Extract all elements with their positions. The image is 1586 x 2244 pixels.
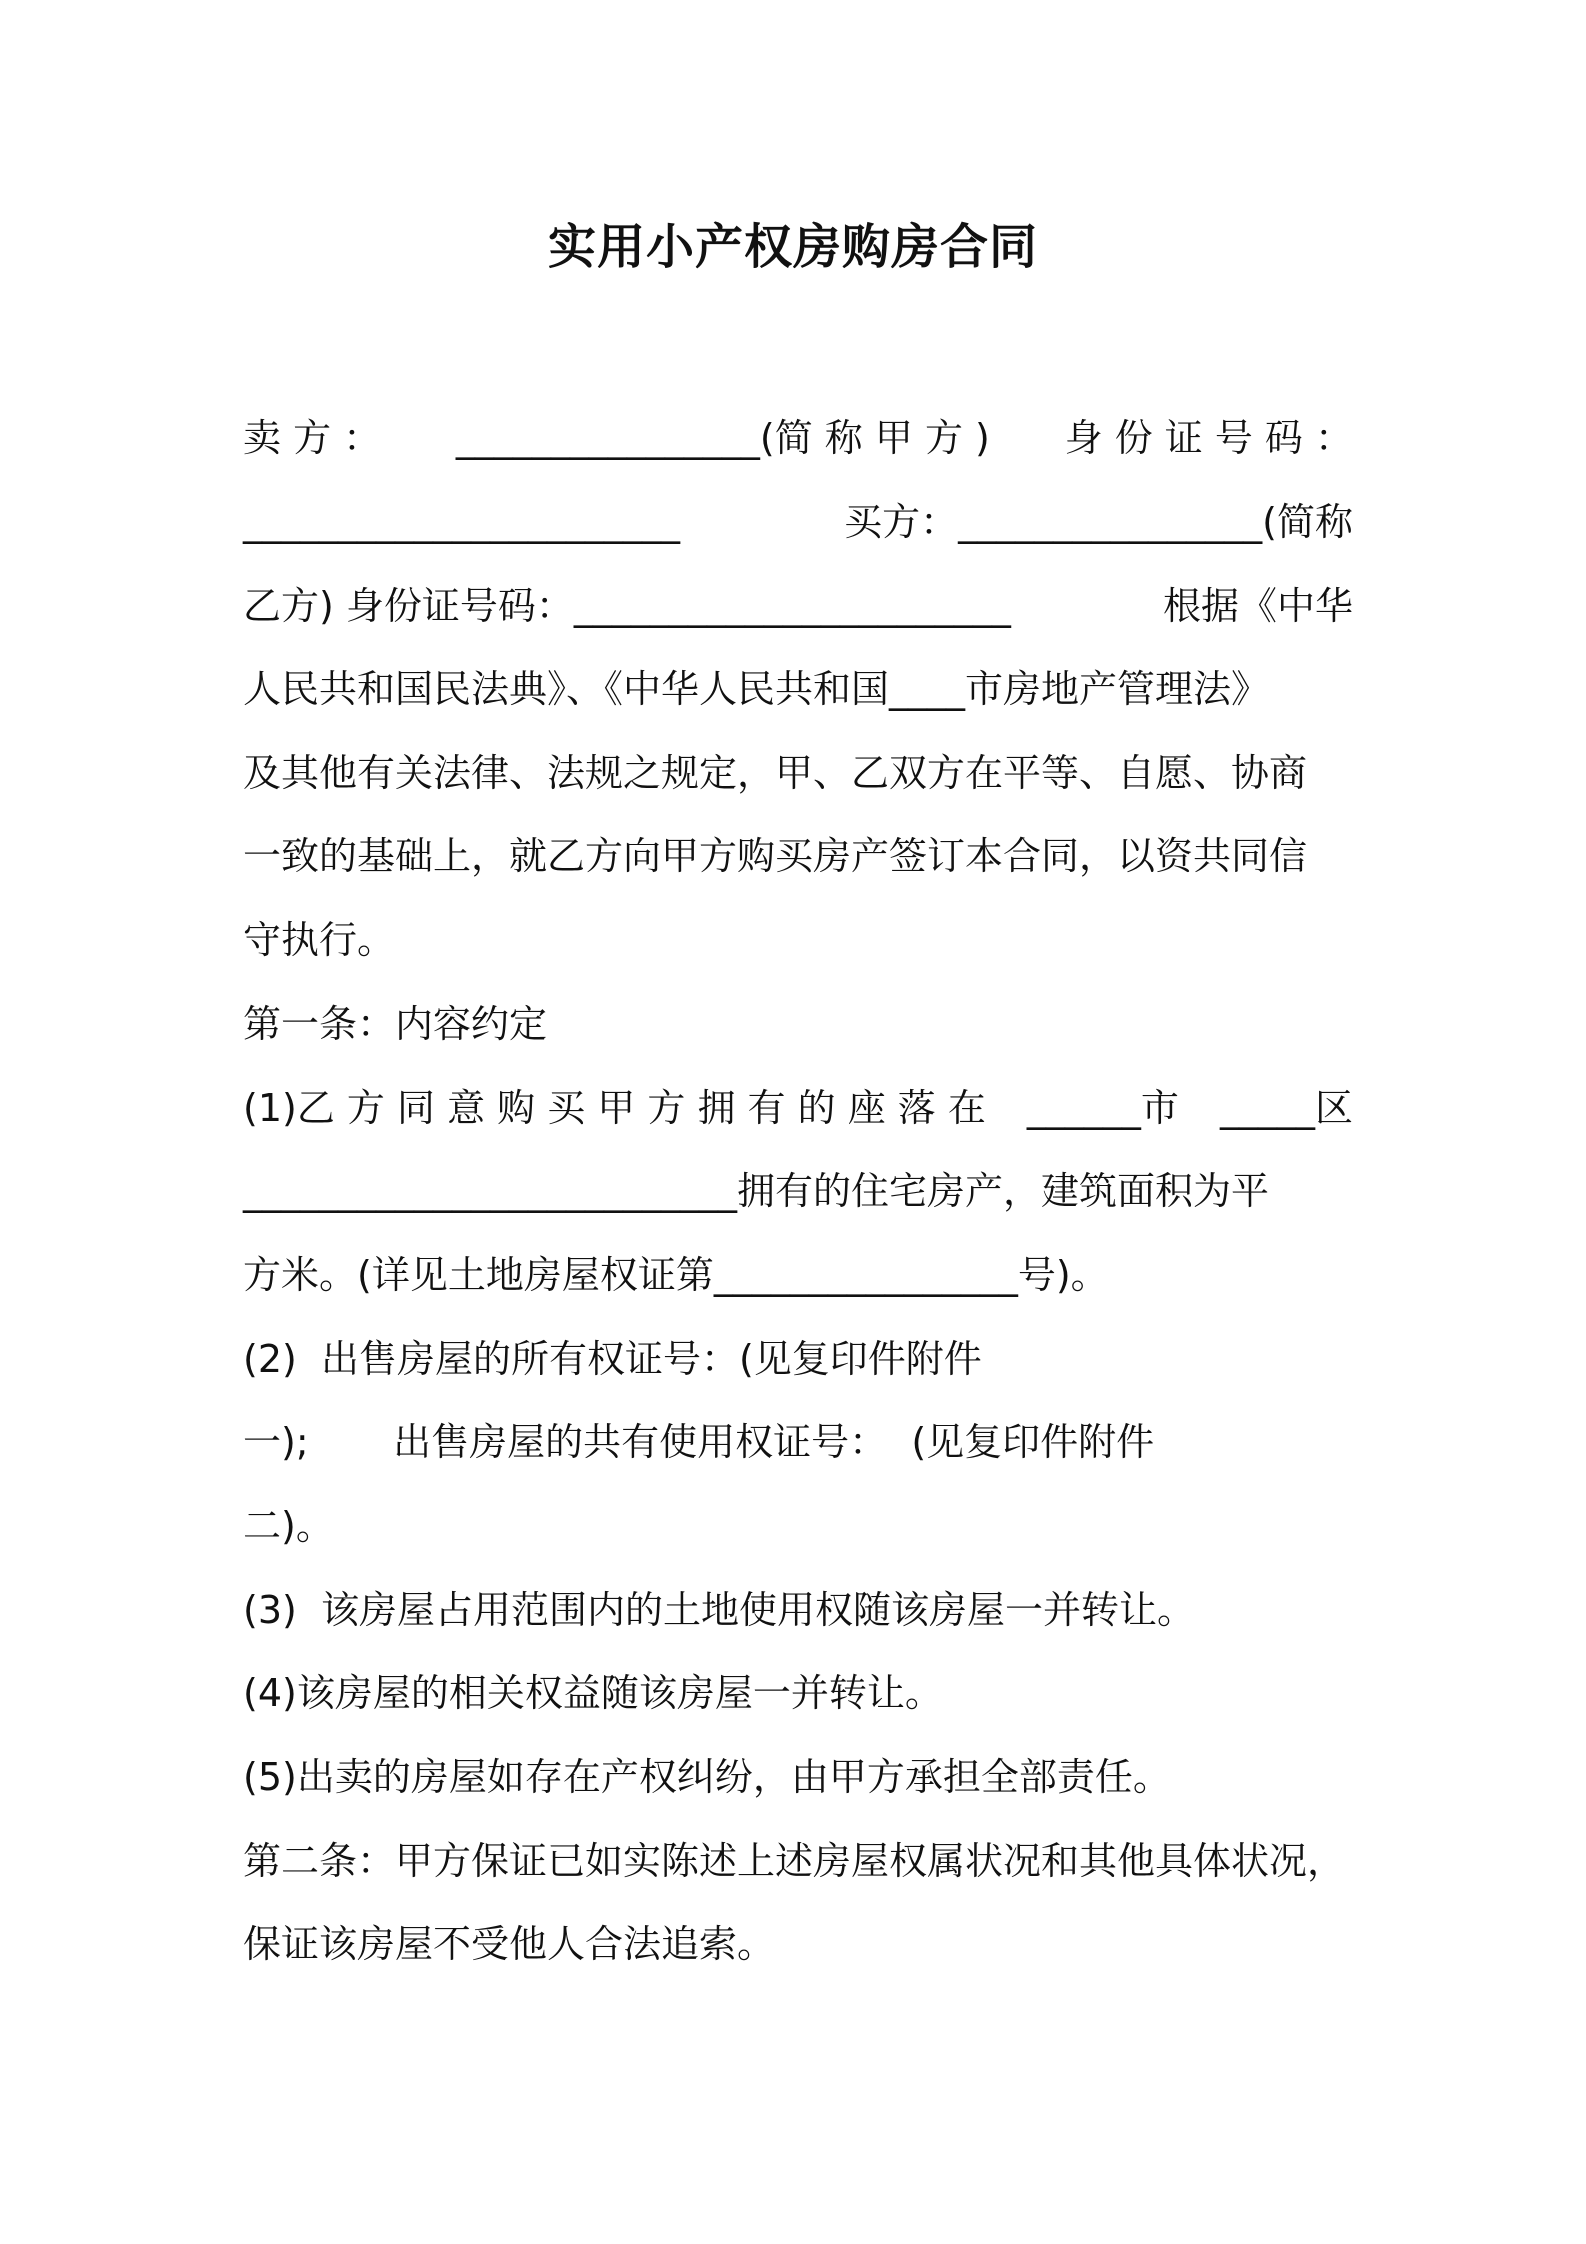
clause-5-line: (5)出卖的房屋如存在产权纠纷，由甲方承担全部责任。 bbox=[243, 1755, 1171, 1799]
buyer-id-line bbox=[243, 576, 1353, 636]
paragraph-line: 方米。(详见土地房屋权证第________________号)。 bbox=[243, 1253, 1109, 1297]
document-title: 实用小产权房购房合同 bbox=[547, 219, 1038, 275]
paragraph-line: 人民共和国民法典》、《中华人民共和国____市房地产管理法》 bbox=[243, 667, 1270, 711]
seller-id-label: 身 份 证 号 码 ： bbox=[1064, 416, 1353, 460]
paragraph-line: 一); 出售房屋的共有使用权证号： (见复印件附件 bbox=[243, 1420, 1155, 1464]
paragraph-line: 保证该房屋不受他人合法追索。 bbox=[243, 1922, 776, 1966]
buyer-id-label: 乙方) 身份证号码：_______________________ bbox=[243, 584, 1011, 628]
paragraph-line: 二)。 bbox=[243, 1504, 334, 1548]
clause-2-line: (2) 出售房屋的所有权证号：(见复印件附件 bbox=[243, 1337, 982, 1381]
paragraph-line: 一致的基础上，就乙方向甲方购买房产签订本合同，以资共同信 bbox=[243, 834, 1308, 878]
seller-label: 卖 方 ： bbox=[243, 416, 382, 460]
article-2-line: 第二条：甲方保证已如实陈述上述房屋权属状况和其他具体状况， bbox=[243, 1839, 1346, 1883]
buyer-label: 买方：________________(简称 bbox=[844, 500, 1353, 544]
article-1-heading: 第一条：内容约定 bbox=[243, 1002, 548, 1046]
city-blank: ______市 bbox=[1026, 1086, 1179, 1130]
seller-name-blank: ________________(简 称 甲 方 ) bbox=[455, 416, 990, 460]
paragraph-line: 及其他有关法律、法规之规定，甲、乙双方在平等、自愿、协商 bbox=[243, 751, 1308, 795]
legal-basis-start: 根据《中华 bbox=[1162, 584, 1353, 628]
district-blank: _____区 bbox=[1219, 1086, 1353, 1130]
clause-3-line: (3) 该房屋占用范围内的土地使用权随该房屋一并转让。 bbox=[243, 1588, 1195, 1632]
paragraph-line: 守执行。 bbox=[243, 918, 396, 962]
paragraph-line: __________________________拥有的住宅房产，建筑面积为平 bbox=[243, 1169, 1270, 1213]
clause-4-line: (4)该房屋的相关权益随该房屋一并转让。 bbox=[243, 1671, 943, 1715]
seller-id-blank: _______________________ bbox=[243, 500, 680, 544]
buyer-line bbox=[243, 492, 1353, 552]
clause-1-text: (1)乙 方 同 意 购 买 甲 方 拥 有 的 座 落 在 bbox=[243, 1086, 986, 1130]
seller-line bbox=[243, 408, 1353, 468]
clause-1-line bbox=[243, 1078, 1353, 1138]
